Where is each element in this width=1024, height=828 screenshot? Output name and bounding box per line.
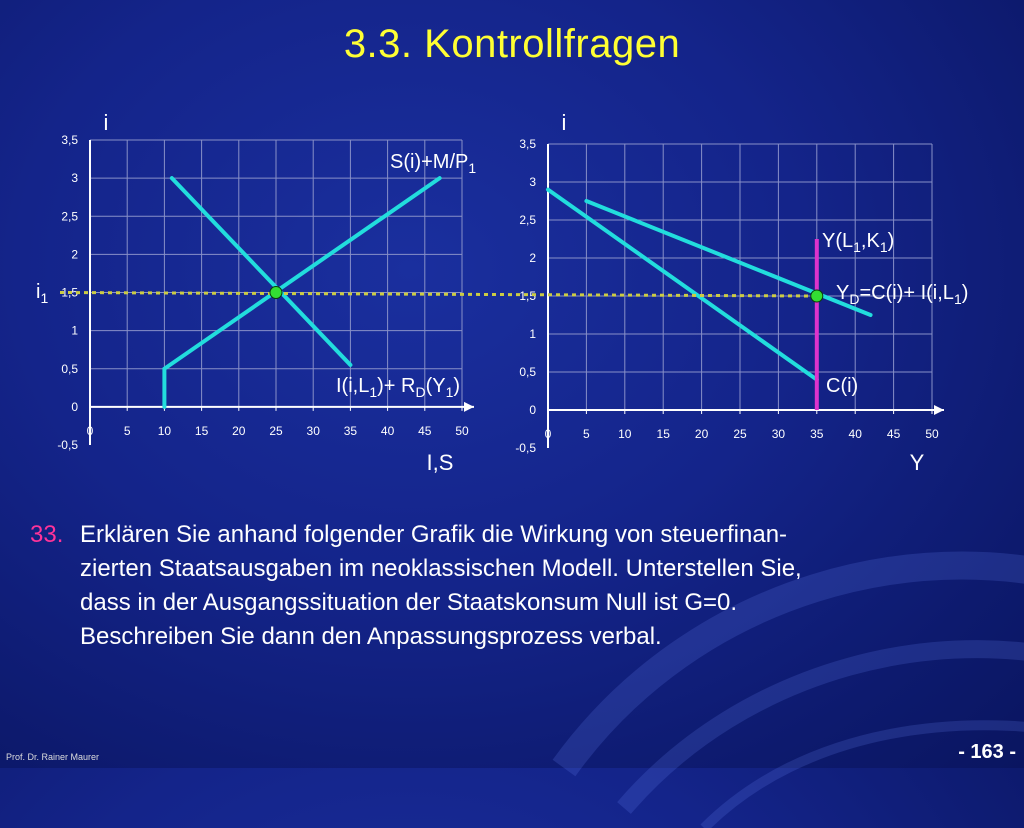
series-label-demand: $Y_D=C(i)+ I(i,L_1)$	[836, 282, 969, 307]
y-tick-label: -0,5	[57, 438, 78, 452]
question-line: Beschreiben Sie dann den Anpassungsprozess verbal.	[80, 623, 662, 650]
y-tick-label: 2	[529, 251, 536, 265]
x-tick-label: 50	[455, 423, 469, 438]
y-tick-label: 3,5	[61, 133, 78, 147]
x-axis-label: I,S	[426, 450, 454, 475]
x-axis-arrow-icon	[934, 405, 944, 415]
series-label-consumption: C(i)	[826, 375, 859, 397]
question-text	[80, 518, 970, 654]
x-tick-label: 15	[194, 423, 209, 438]
x-tick-label: 10	[618, 427, 632, 441]
question-line: zierten Staatsausgaben im neoklassischen Modell. Unterstellen Sie,	[80, 555, 802, 582]
equilibrium-point	[270, 287, 282, 299]
x-tick-label: 15	[656, 427, 670, 441]
question-line: dass in der Ausgangssituation der Staatskonsum Null ist G=0.	[80, 589, 738, 616]
y-tick-label: 2,5	[519, 213, 536, 227]
series-line	[172, 178, 351, 365]
y-tick-label: 3	[529, 175, 536, 189]
x-tick-label: 20	[232, 423, 246, 438]
x-tick-label: 0	[544, 427, 552, 441]
y-tick-label: 2	[71, 247, 78, 262]
y-tick-label: 0	[529, 403, 536, 417]
dotted-level-line	[60, 293, 817, 297]
x-tick-label: 45	[418, 423, 432, 438]
slide-title: 3.3. Kontrollfragen	[343, 22, 681, 66]
y-tick-label: 2,5	[61, 209, 78, 224]
y-tick-label: 1,5	[61, 285, 78, 300]
x-tick-label: 10	[157, 423, 172, 438]
equilibrium-point	[811, 290, 823, 302]
x-tick-label: 40	[848, 427, 862, 441]
x-tick-label: 50	[925, 427, 939, 441]
x-tick-label: 35	[343, 423, 358, 438]
level-label-i1: $i_1$	[36, 281, 49, 306]
series-label-investment: $I(i,L_1)+ R_D(Y_1)$	[336, 375, 461, 400]
x-tick-label: 20	[694, 427, 709, 441]
y-tick-label: 0,5	[61, 361, 78, 376]
y-axis-label: i	[561, 110, 567, 135]
y-axis-label: i	[103, 110, 109, 135]
y-tick-label: 1	[71, 323, 78, 338]
series-label-output: $Y(L_1,K_1)$	[822, 230, 895, 255]
y-tick-label: 3,5	[519, 137, 536, 151]
question-line: Erklären Sie anhand folgender Grafik die Wirkung von steuerfinan-	[80, 521, 788, 548]
author-footer: Prof. Dr. Rainer Maurer	[6, 752, 100, 762]
page-number: - 163 -	[958, 741, 1016, 763]
x-tick-label: 0	[86, 423, 94, 438]
x-tick-label: 30	[306, 423, 320, 438]
x-tick-label: 25	[269, 423, 283, 438]
question-number: 33.	[30, 521, 64, 548]
y-tick-label: 0	[71, 399, 78, 414]
series-label-saving: $S(i)+M/P_1$	[390, 151, 477, 176]
series-line	[548, 190, 817, 380]
y-tick-label: 3	[71, 171, 78, 186]
x-tick-label: 25	[733, 427, 747, 441]
y-tick-label: 1	[529, 327, 536, 341]
x-axis-arrow-icon	[464, 402, 474, 412]
y-tick-label: -0,5	[515, 441, 536, 455]
x-tick-label: 40	[380, 423, 395, 438]
x-axis-label: Y	[909, 450, 925, 475]
y-tick-label: 1,5	[519, 289, 536, 303]
x-tick-label: 35	[810, 427, 824, 441]
x-tick-label: 5	[583, 427, 590, 441]
x-tick-label: 30	[771, 427, 786, 441]
x-tick-label: 45	[886, 427, 901, 441]
x-tick-label: 5	[123, 423, 131, 438]
question-block	[30, 518, 970, 654]
y-tick-label: 0,5	[519, 365, 536, 379]
